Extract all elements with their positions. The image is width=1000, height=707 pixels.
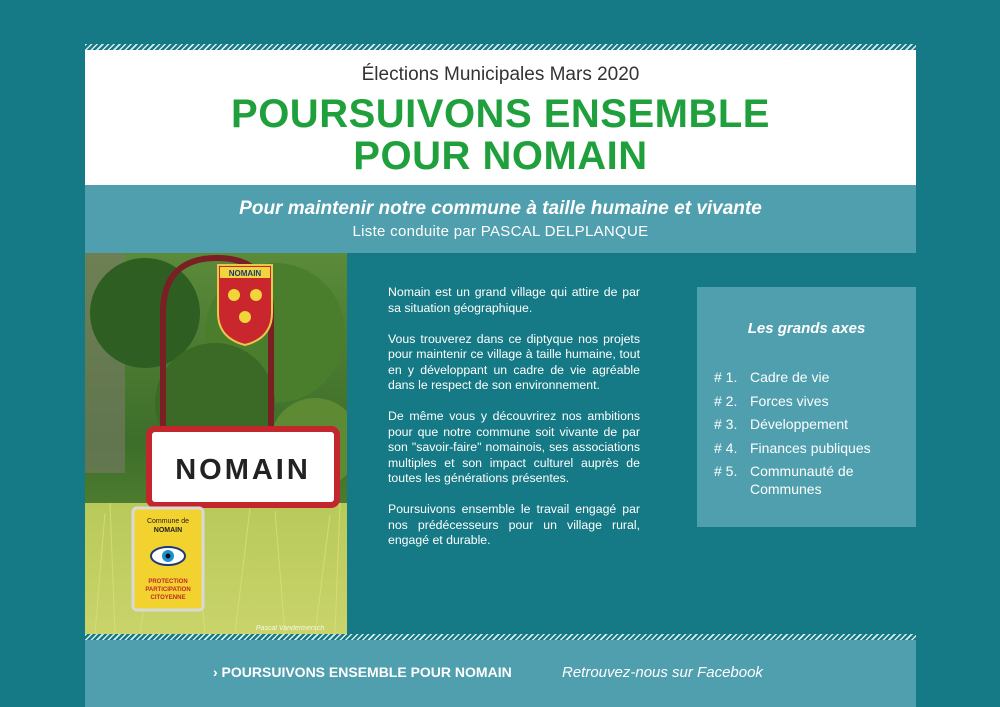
axes-item <box>714 368 900 386</box>
axes-item-label: Cadre de vie <box>750 369 830 385</box>
crest-label: NOMAIN <box>228 269 262 278</box>
footer <box>85 640 916 707</box>
nomain-road-sign <box>149 429 337 505</box>
axes-item-number: # 2. <box>714 392 738 409</box>
citizen-watch-sign <box>133 508 203 610</box>
list-leader: Liste conduite par PASCAL DELPLANQUE <box>352 223 649 240</box>
header <box>85 50 916 185</box>
road-sign-text: NOMAIN <box>175 454 311 486</box>
photo-credit: Pascal Vandermersch <box>255 625 325 632</box>
tagline: Pour maintenir notre commune à taille humaine et vivante <box>239 198 762 219</box>
axes-title: Les grands axes <box>747 320 866 337</box>
axes-item-label: Développement <box>750 416 849 432</box>
small-sign-line-3: PROTECTION <box>148 579 188 585</box>
footer-slogan: › POURSUIVONS ENSEMBLE POUR NOMAIN <box>213 664 512 680</box>
axes-item-number: # 1. <box>714 369 738 385</box>
axes-item-number: # 3. <box>714 416 738 432</box>
village-sign-photo <box>85 253 347 634</box>
tagline-band <box>85 185 916 253</box>
headline-line-2: POUR NOMAIN <box>353 134 648 178</box>
intro-paragraph-1: Nomain est un grand village qui attire de par sa situation géographique. <box>388 285 640 315</box>
axes-item-number: # 5. <box>714 463 738 479</box>
axes-item <box>714 439 900 457</box>
axes-item-number: # 4. <box>714 439 738 456</box>
intro-text <box>388 285 640 564</box>
small-sign-line-5: CITOYENNE <box>150 595 186 601</box>
intro-paragraph-4: Poursuivons ensemble le travail engagé par nos prédécesseurs pour un village rural, engagé et durable. <box>388 502 640 547</box>
axes-item <box>714 415 900 433</box>
intro-paragraph-2: Vous trouverez dans ce diptyque nos projets pour maintenir ce village à taille humaine, tout en y développant un cadre de vie agréable dans le respect de son environnement. <box>388 331 640 392</box>
small-sign-line-2: NOMAIN <box>153 527 183 534</box>
election-subtitle: Élections Municipales Mars 2020 <box>361 64 640 85</box>
page-title <box>85 93 916 177</box>
small-sign-line-4: PARTICIPATION <box>145 587 191 593</box>
axes-item-label: Communauté de Communes <box>750 463 854 497</box>
axes-item-label: Finances publiques <box>750 439 871 456</box>
axes-list <box>714 368 900 504</box>
facebook-link[interactable]: Retrouvez-nous sur Facebook <box>562 664 763 681</box>
intro-paragraph-3: De même vous y découvrirez nos ambitions pour que notre commune soit vivante de par son "savoir-faire" nomainois, ses associations multiples et son impact culturel auprès de toutes les générations présentes. <box>388 409 640 485</box>
coat-of-arms-crest <box>218 265 272 345</box>
grands-axes-box <box>697 287 916 527</box>
small-sign-line-1: Commune de <box>146 518 190 525</box>
headline-line-1: POURSUIVONS ENSEMBLE <box>231 92 770 136</box>
axes-item <box>714 392 900 410</box>
axes-item <box>714 462 900 498</box>
axes-item-label: Forces vives <box>750 392 829 409</box>
